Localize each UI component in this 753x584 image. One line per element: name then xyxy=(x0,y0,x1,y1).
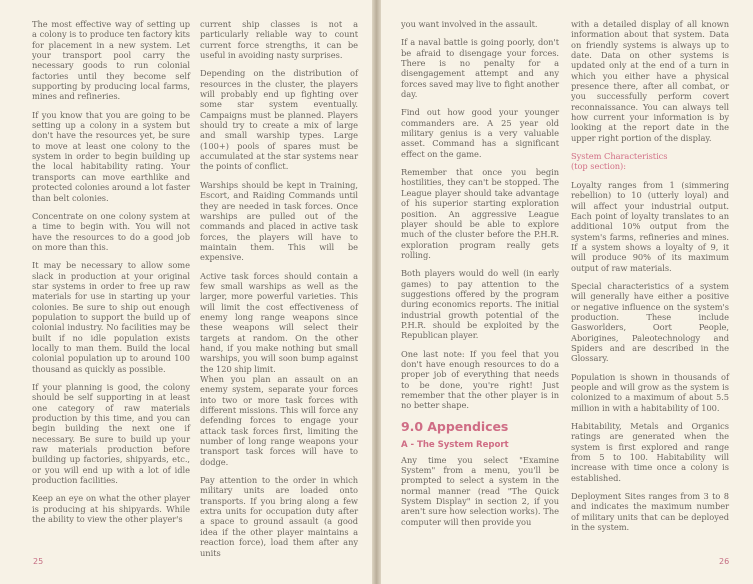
paragraph: Find out how good your younger commanders are. A 25 year old military genius is a very valuable asset. Command has a significant effect on the game. xyxy=(401,107,559,159)
paragraph: Keep an eye on what the other player is producing at his shipyards. While the ability to view the other player's xyxy=(32,493,190,525)
paragraph: Remember that once you begin hostilities, they can't be stopped. The League player should take advantage of his superior starting exploration position. An aggressive League player should be able to explore much of the cluster before the P.H.R. exploration program really gets rolling. xyxy=(401,167,559,260)
paragraph: Any time you select "Examine System" from a menu, you'll be prompted to select a system in the normal manner (read "The Quick System Display" in section 2, if you aren't sure how selection works). The computer will then provide you xyxy=(401,454,559,527)
paragraph: Depending on the distribution of resources in the cluster, the players will probably end up fighting over some star system eventually. Campaigns must be planned. Players should try to create a mix of large and small warship types. Large (100+) pools of spares must be accumulated at the star systems near the points of conflict. xyxy=(200,68,358,172)
section-subheading: A - The System Report xyxy=(401,439,509,450)
paragraph: Concentrate on one colony system at a time to begin with. You will not have the resources to do a good job on more than this. xyxy=(32,210,190,252)
paragraph: When you plan an assault on an enemy system, separate your forces into two or more task forces with different missions. This will force any defending forces to engage your attack task forces first, limiting the number of long range weapons your transport task forces will have to dodge. xyxy=(200,374,358,467)
left-page-column-1 xyxy=(32,19,190,532)
left-page-column-2 xyxy=(200,19,358,566)
paragraph: Special characteristics of a system will generally have either a positive or negative influence on the system's production. These include Gasworlders, Oort People, Aborigines, Paleotechnology and Spiders and are described in the Glossary. xyxy=(571,280,729,364)
paragraph: with a detailed display of all known information about that system. Data on friendly systems is always up to date. Data on other systems is updated only at the end of a turn in which you either have a physical presence there, after all combat, or you successfully perform covert reconnaissance. You can always tell how current your information is by looking at the report date in the upper right portion of the display. xyxy=(571,19,729,143)
paragraph: If you know that you are going to be setting up a colony in a system but don't have the resources yet, be sure to move at least one colony to the system in order to begin building up the local habitability rating. Your transports can move earthlike and protected colonies around a lot faster than belt colonies. xyxy=(32,109,190,203)
right-page-column-1 xyxy=(401,19,559,535)
paragraph: Population is shown in thousands of people and will grow as the system is colonized to a maximum of about 5.5 million in with a habitability of 100. xyxy=(571,371,729,413)
paragraph: Loyalty ranges from 1 (simmering rebellion) to 10 (utterly loyal) and will affect your industrial output. Each point of loyalty translates to an additional 10% output from the system's farms, refineries and mines. If a system shows a loyalty of 9, it will produce 90% of its maximum output of raw materials. xyxy=(571,179,729,273)
paragraph: Habitability, Metals and Organics ratings are generated when the system is first explored and range from 5 to 100. Habitability will increase with time once a colony is established. xyxy=(571,421,729,483)
paragraph: If your planning is good, the colony should be self supporting in at least one category of raw materials production by this time, and you can begin building the next one if necessary. Be sure to build up your raw materials production before building up factories, shipyards, etc., or you will end up with a lot of idle production facilities. xyxy=(32,382,190,486)
paragraph: Both players would do well (in early games) to pay attention to the suggestions offered by the program during economics reports. The initial industrial growth potential of the P.H.R. should be exploited by the Republican player. xyxy=(401,268,559,341)
paragraph: The most effective way of setting up a colony is to produce ten factory kits for placement in a new system. Let your transport pool carry the necessary goods to run colonial factories until they become self supporting by producing local farms, mines and refineries. xyxy=(32,19,190,102)
right-page-column-2 xyxy=(571,19,729,540)
paragraph: Pay attention to the order in which military units are loaded onto transports. If you bring along a few extra units for occupation duty after a space to ground assault (a good idea if the other player maintains a reaction force), load them after any units xyxy=(200,475,358,558)
paragraph: Active task forces should contain a few small warships as well as the larger, more powerful varieties. This will limit the cost effectiveness of enemy long range weapons since these weapons will select their targets at random. On the other hand, if you make nothing but small warships, you will soon bump against the 120 ship limit. xyxy=(200,270,358,374)
paragraph: you want involved in the assault. xyxy=(401,19,538,29)
paragraph: If a naval battle is going poorly, don't be afraid to disengage your forces. There is no penalty for a disengagement attempt and any forces saved may live to fight another day. xyxy=(401,37,559,100)
book-gutter xyxy=(372,0,381,584)
section-label: System Characteristics xyxy=(571,151,668,162)
page-number-right: 26 xyxy=(719,557,730,566)
paragraph: Warships should be kept in Training, Escort, and Raiding Commands until they are needed in task forces. Once warships are pulled out of the commands and placed in active task forces, the players will have to maintain them. This will be expensive. xyxy=(200,179,358,263)
paragraph: Deployment Sites ranges from 3 to 8 and indicates the maximum number of military units that can be deployed in the system. xyxy=(571,491,729,533)
paragraph: One last note: If you feel that you don't have enough resources to do a proper job of everything that needs to be done, you're right! Just remember that the other player is in no better shape. xyxy=(401,348,559,411)
page-number-left: 25 xyxy=(33,557,44,566)
paragraph: current ship classes is not a particularly reliable way to count current force strengths, it can be useful in avoiding nasty surprises. xyxy=(200,19,358,61)
section-label-sub: (top section): xyxy=(571,161,626,172)
paragraph: It may be necessary to allow some slack in production at your original star systems in order to free up raw materials for use in starting up your colonies. Be sure to ship out enough population to support the build up of colonial industry. No facilities may be built if no idle population exists locally to man them. Build the local colonial population up to around 100 thousand as quickly as possible. xyxy=(32,260,190,374)
appendix-heading: 9.0 Appendices xyxy=(401,418,509,434)
